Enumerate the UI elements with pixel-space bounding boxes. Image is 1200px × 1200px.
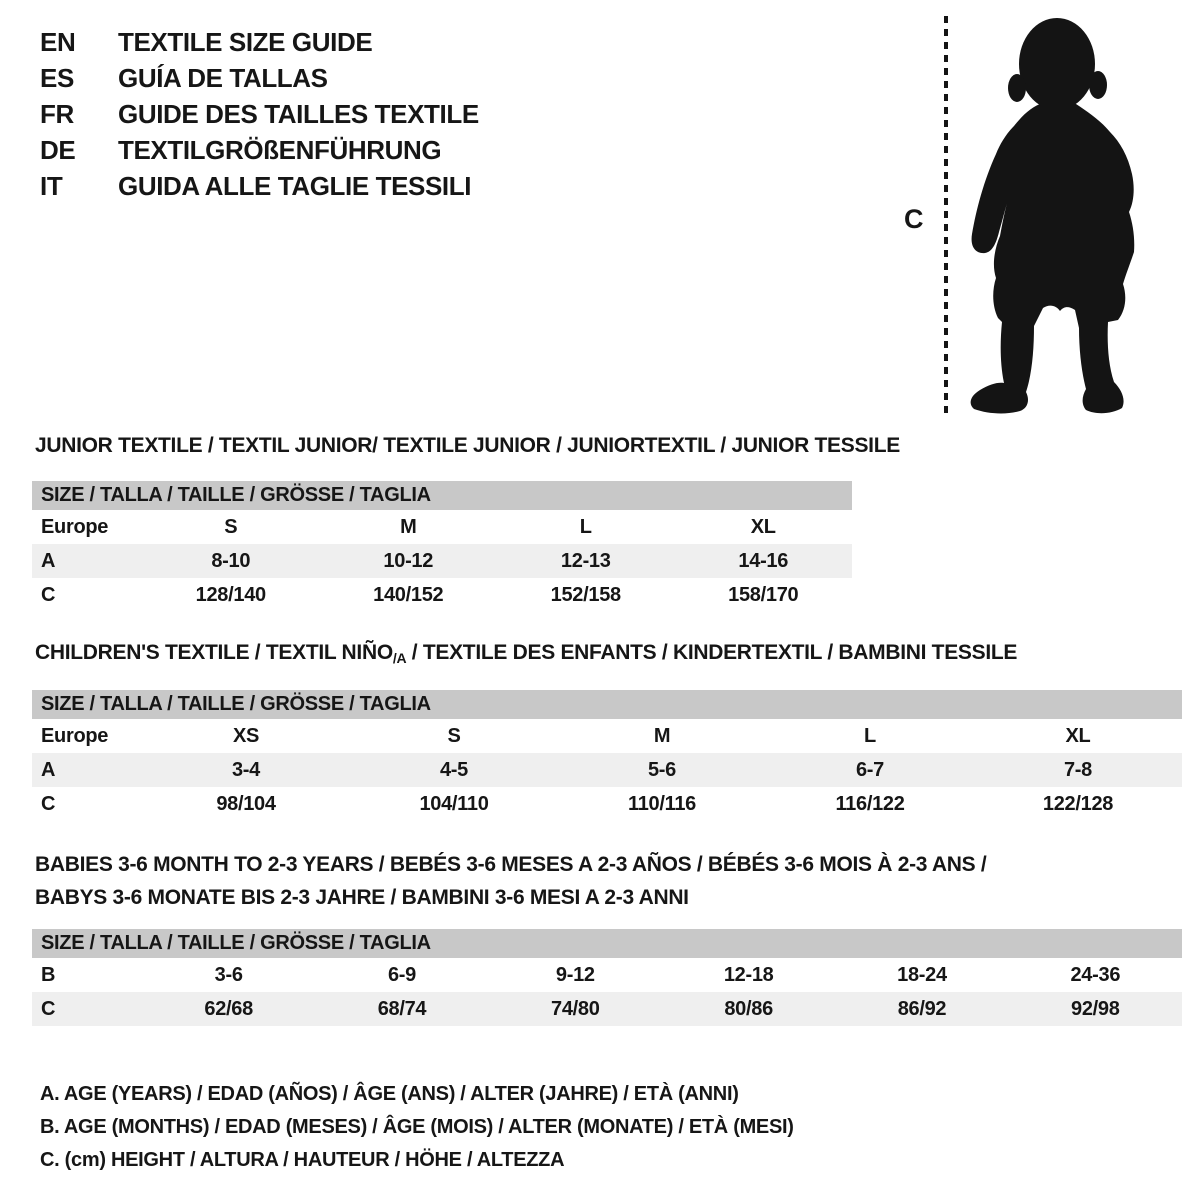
children-title-pre: CHILDREN'S TEXTILE / TEXTIL NIÑO (35, 641, 393, 664)
table-cell: 18-24 (897, 963, 947, 986)
table-cell: 92/98 (1071, 997, 1120, 1020)
table-cell: 6-9 (387, 963, 416, 986)
legend-line-b: B. AGE (MONTHS) / EDAD (MESES) / ÂGE (MOIS) / ALTER (MONATE) / ETÀ (MESI) (40, 1116, 794, 1138)
row-label: C (41, 997, 56, 1020)
junior-title-text: JUNIOR TEXTILE / TEXTIL JUNIOR/ TEXTILE JUNIOR / JUNIORTEXTIL / JUNIOR TESSILE (35, 434, 900, 457)
table-row (32, 544, 852, 578)
table-cell: 116/122 (835, 792, 905, 815)
table-cell: 12-13 (560, 549, 611, 572)
row-label: A (41, 549, 56, 572)
row-label: C (41, 792, 56, 815)
language-title: GUÍA DE TALLAS (118, 63, 328, 93)
size-header-bar: SIZE / TALLA / TAILLE / GRÖSSE / TAGLIA (32, 929, 1182, 958)
size-header-bar: SIZE / TALLA / TAILLE / GRÖSSE / TAGLIA (32, 481, 852, 510)
language-row-es (40, 60, 479, 96)
table-row (32, 992, 1182, 1026)
table-cell: 74/80 (551, 997, 600, 1020)
language-row-en (40, 24, 479, 60)
table-cell: XL (750, 515, 776, 538)
language-row-de (40, 132, 479, 168)
row-label: B (41, 963, 56, 986)
language-title: GUIDE DES TAILLES TEXTILE (118, 99, 479, 129)
language-row-fr (40, 96, 479, 132)
row-label: A (41, 758, 56, 781)
table-cell: S (224, 515, 238, 538)
table-row (32, 753, 1182, 787)
junior-size-table (32, 481, 852, 612)
legend-line-a: A. AGE (YEARS) / EDAD (AÑOS) / ÂGE (ANS) / ALTER (JAHRE) / ETÀ (ANNI) (40, 1083, 739, 1105)
table-cell: 12-18 (723, 963, 774, 986)
children-section-title (35, 641, 1017, 666)
babies-size-table (32, 929, 1182, 1026)
size-header-bar: SIZE / TALLA / TAILLE / GRÖSSE / TAGLIA (32, 690, 1182, 719)
table-header-row (32, 929, 1182, 958)
table-row (32, 958, 1182, 992)
table-cell: 122/128 (1042, 792, 1114, 815)
table-cell: 5-6 (647, 758, 676, 781)
table-cell: 158/170 (728, 583, 799, 606)
babies-section-title (35, 848, 986, 914)
table-cell: L (579, 515, 592, 538)
table-cell: L (864, 724, 876, 747)
table-cell: 128/140 (195, 583, 266, 606)
table-cell: 152/158 (550, 583, 621, 606)
table-cell: 3-4 (231, 758, 260, 781)
language-code: EN (40, 27, 76, 57)
table-cell: 86/92 (897, 997, 947, 1020)
table-cell: 8-10 (211, 549, 251, 572)
language-row-it (40, 168, 479, 204)
table-cell: 3-6 (214, 963, 243, 986)
table-cell: 110/116 (628, 792, 696, 815)
table-cell: M (653, 724, 671, 747)
children-title-subscript: /A (392, 650, 407, 666)
table-cell: XS (232, 724, 260, 747)
table-cell: 68/74 (377, 997, 427, 1020)
table-cell: 9-12 (555, 963, 595, 986)
table-cell: 104/110 (419, 792, 489, 815)
table-cell: 98/104 (216, 792, 276, 815)
language-title: TEXTILGRÖßENFÜHRUNG (118, 135, 442, 165)
language-title-list (40, 24, 479, 204)
legend-line-c: C. (cm) HEIGHT / ALTURA / HAUTEUR / HÖHE / ALTEZZA (40, 1149, 565, 1171)
language-code: IT (40, 171, 63, 201)
table-row (32, 719, 1182, 753)
babies-title-line1: BABIES 3-6 MONTH TO 2-3 YEARS / BEBÉS 3-6 MESES A 2-3 AÑOS / BÉBÉS 3-6 MOIS À 2-3 ANS / (35, 853, 987, 876)
junior-section-title (35, 434, 900, 458)
table-cell: 6-7 (855, 758, 884, 781)
height-measure-label: C (904, 204, 924, 234)
language-code: DE (40, 135, 76, 165)
babies-title-line2: BABYS 3-6 MONATE BIS 2-3 JAHRE / BAMBINI 3-6 MESI A 2-3 ANNI (35, 886, 689, 909)
table-cell: 140/152 (373, 583, 444, 606)
toddler-silhouette-icon (958, 12, 1148, 418)
measure-legend (40, 1078, 794, 1177)
children-size-table (32, 690, 1182, 821)
table-cell: 24-36 (1070, 963, 1121, 986)
table-cell: 7-8 (1063, 758, 1092, 781)
table-cell: 4-5 (439, 758, 468, 781)
table-header-row (32, 690, 1182, 719)
language-code: ES (40, 63, 74, 93)
language-title: TEXTILE SIZE GUIDE (118, 27, 373, 57)
table-cell: 14-16 (738, 549, 789, 572)
table-cell: S (447, 724, 461, 747)
height-measure-dashed-line (944, 16, 948, 416)
table-cell: XL (1065, 724, 1091, 747)
table-row (32, 510, 852, 544)
table-cell: 80/86 (724, 997, 773, 1020)
table-row (32, 787, 1182, 821)
row-label: C (41, 583, 56, 606)
language-code: FR (40, 99, 74, 129)
children-title-post: / TEXTILE DES ENFANTS / KINDERTEXTIL / BAMBINI TESSILE (406, 641, 1018, 664)
table-cell: M (400, 515, 417, 538)
table-header-row (32, 481, 852, 510)
row-label: Europe (41, 724, 109, 747)
table-cell: 62/68 (204, 997, 253, 1020)
row-label: Europe (41, 515, 109, 538)
table-row (32, 578, 852, 612)
language-title: GUIDA ALLE TAGLIE TESSILI (118, 171, 472, 201)
table-cell: 10-12 (383, 549, 434, 572)
